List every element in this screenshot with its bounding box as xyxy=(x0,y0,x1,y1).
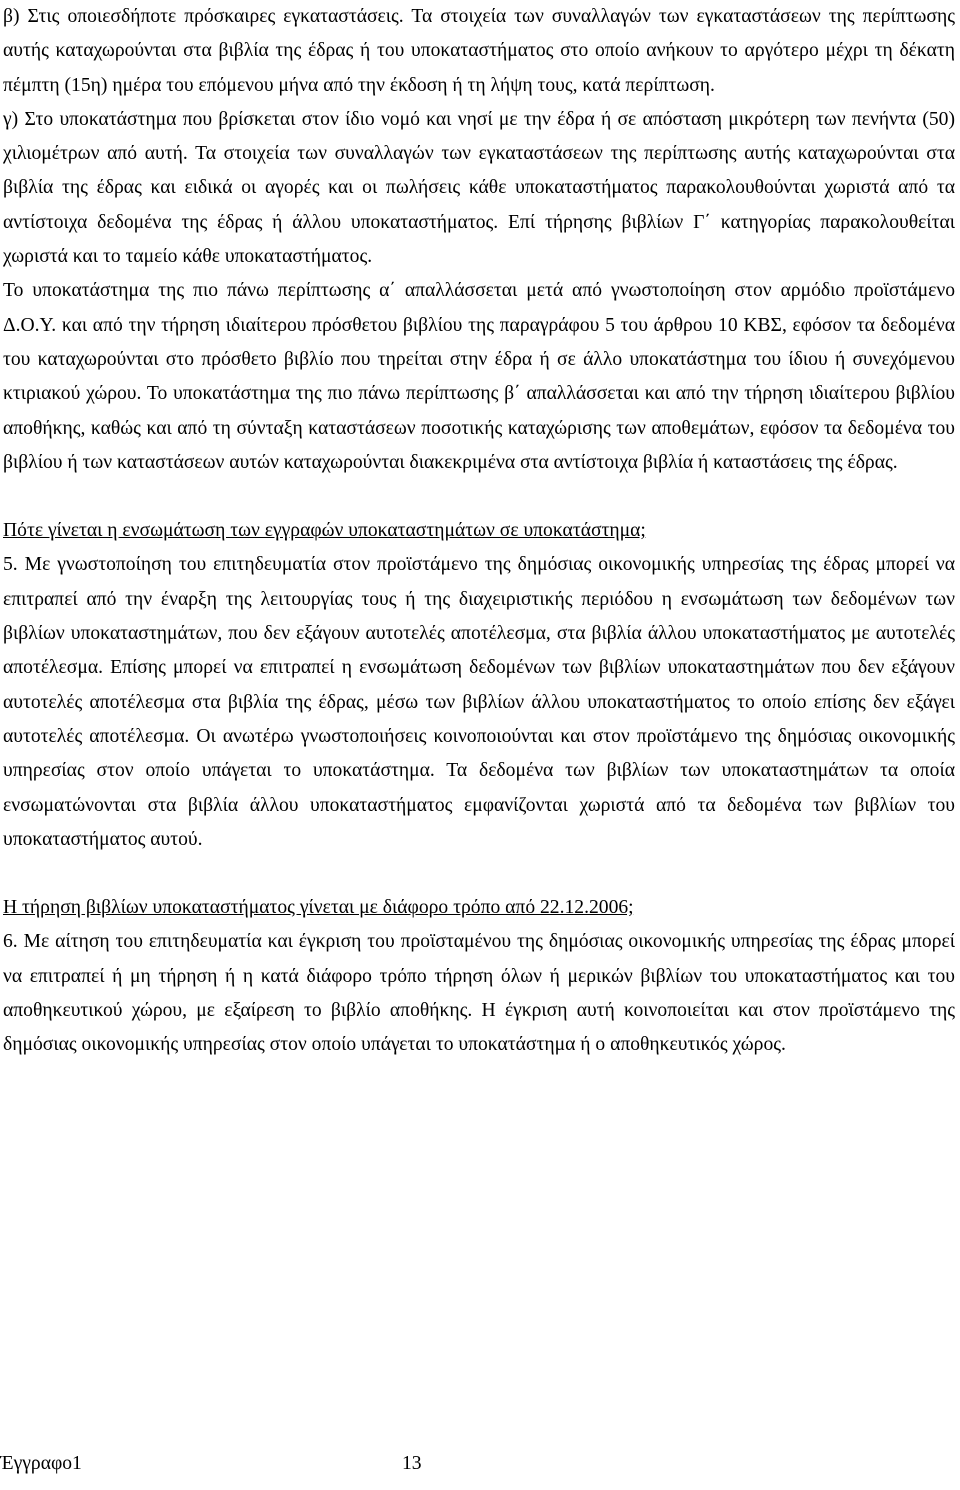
section-heading-incorporation: Πότε γίνεται η ενσωμάτωση των εγγραφών υποκαταστημάτων σε υποκατάστημα; xyxy=(3,520,646,542)
document-page xyxy=(3,0,955,1063)
paragraph-5: 5. Με γνωστοποίηση του επιτηδευματία στον προϊστάμενο της δημόσιας οικονομικής υπηρεσίας της έδρας μπορεί να επιτραπεί από την έναρξη της λειτουργίας τους ή της διαχειριστικής περιόδου η ενσωμάτωση των δεδομένων των βιβλίων υποκαταστημάτων, που δεν εξάγουν αυτοτελές αποτέλεσμα, στα βιβλία άλλου υποκαταστήματος με αυτοτελές αποτέλεσμα. Επίσης μπορεί να επιτραπεί η ενσωμάτωση δεδομένων των βιβλίων υποκαταστημάτων που δεν εξάγουν αυτοτελές αποτέλεσμα στα βιβλία της έδρας, μέσω των βιβλίων άλλου υποκαταστήματος το οποίο επίσης δεν εξάγει αυτοτελές αποτέλεσμα. Οι ανωτέρω γνωστοποιήσεις κοινοποιούνται και στον προϊστάμενο της δημόσιας οικονομικής υπηρεσίας στον οποίο υπάγεται το υποκατάστημα. Τα δεδομένα των βιβλίων των υποκαταστημάτων τα οποία ενσωματώνονται στα βιβλία άλλου υποκαταστήματος εμφανίζονται χωριστά από τα δεδομένα των βιβλίων του υποκαταστήματος αυτού. xyxy=(3,554,955,850)
footer-page-number: 13 xyxy=(402,1453,422,1474)
section-heading-branch-books: Η τήρηση βιβλίων υποκαταστήματος γίνεται με διάφορο τρόπο από 22.12.2006; xyxy=(3,897,634,919)
paragraph-beta: β) Στις οποιεσδήποτε πρόσκαιρες εγκαταστάσεις. Τα στοιχεία των συναλλαγών των εγκαταστάσεων της περίπτωσης αυτής καταχωρούνται στα βιβλία της έδρας ή του υποκαταστήματος στο οποίο ανήκουν το αργότερο μέχρι τη δέκατη πέμπτη (15η) ημέρα του επόμενου μήνα από την έκδοση ή τη λήψη τους, κατά περίπτωση. xyxy=(3,6,955,96)
footer-document-name: Έγγραφο1 xyxy=(0,1453,82,1474)
spacer xyxy=(3,480,955,514)
spacer xyxy=(3,857,955,891)
paragraph-6: 6. Με αίτηση του επιτηδευματία και έγκριση του προϊσταμένου της δημόσιας οικονομικής υπηρεσίας της έδρας μπορεί να επιτραπεί ή μη τήρηση ή η κατά διάφορο τρόπο τήρηση όλων ή μερικών βιβλίων του υποκαταστήματος και του αποθηκευτικού χώρου, με εξαίρεση το βιβλίο αποθήκης. Η έγκριση αυτή κοινοποιείται και στον προϊστάμενο της δημόσιας οικονομικής υπηρεσίας στον οποίο υπάγεται το υποκατάστημα ή ο αποθηκευτικός χώρος. xyxy=(3,931,955,1056)
paragraph-exemption: Το υποκατάστημα της πιο πάνω περίπτωσης α΄ απαλλάσσεται μετά από γνωστοποίηση στον αρμόδιο προϊστάμενο Δ.Ο.Υ. και από την τήρηση ιδιαίτερου πρόσθετου βιβλίου της παραγράφου 5 του άρθρου 10 ΚΒΣ, εφόσον τα δεδομένα του καταχωρούνται στο πρόσθετο βιβλίο που τηρείται στην έδρα ή σε άλλο υποκατάστημα του ίδιου ή συνεχόμενου κτιριακού χώρου. Το υποκατάστημα της πιο πάνω περίπτωσης β΄ απαλλάσσεται και από την τήρηση ιδιαίτερου βιβλίου αποθήκης, καθώς και από τη σύνταξη καταστάσεων ποσοτικής καταχώρισης των αποθεμάτων, εφόσον τα δεδομένα του βιβλίου ή των καταστάσεων αυτών καταχωρούνται διακεκριμένα στα αντίστοιχα βιβλία ή καταστάσεις της έδρας. xyxy=(3,280,955,473)
paragraph-gamma: γ) Στο υποκατάστημα που βρίσκεται στον ίδιο νομό και νησί με την έδρα ή σε απόσταση μικρότερη των πενήντα (50) χιλιομέτρων από αυτή. Τα στοιχεία των συναλλαγών των εγκαταστάσεων της περίπτωσης αυτής καταχωρούνται στα βιβλία της έδρας και ειδικά οι αγορές και οι πωλήσεις κάθε υποκαταστήματος παρακολουθούνται χωριστά από τα αντίστοιχα δεδομένα της έδρας ή άλλου υποκαταστήματος. Επί τήρησης βιβλίων Γ΄ κατηγορίας παρακολουθείται χωριστά και το ταμείο κάθε υποκαταστήματος. xyxy=(3,108,955,268)
